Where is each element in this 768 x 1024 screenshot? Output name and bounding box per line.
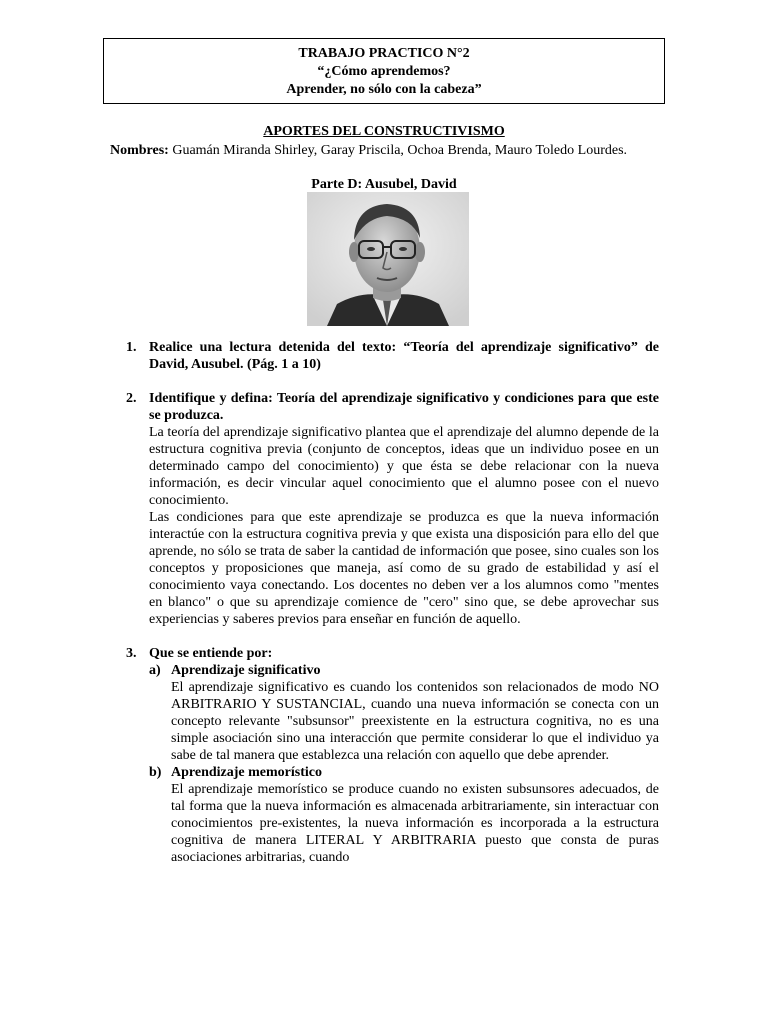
question-2-text: Identifique y defina: Teoría del aprendizaje significativo y condiciones para que este se produzca. [149,391,659,423]
title-box [103,38,665,104]
question-3-sub-b [149,764,659,866]
portrait-illustration [307,192,469,326]
names-label: Nombres: [110,143,169,158]
doc-subtitle-1: “¿Cómo aprendemos? [317,64,451,79]
question-3 [128,645,659,866]
question-3-sub-a [149,662,659,764]
names-value: Guamán Miranda Shirley, Garay Priscila, Ochoa Brenda, Mauro Toledo Lourdes. [172,143,628,158]
sub-a-text: El aprendizaje significativo es cuando los contenidos son relacionados de modo NO ARBITRARIO Y SUSTANCIAL, cuando una nueva información se conecta con un concepto relevante "subsunsor" preexistente en la estructura cognitiva, no es una simple asociación sino una interacción que permite considerar lo que el individuo ya sabe de tal manera que establezca una relación con aquello que debe aprender. [171,680,659,763]
sub-b-text: El aprendizaje memorístico se produce cuando no existen subsunsores adecuados, de tal forma que la nueva información es almacenada arbitrariamente, sin interactuar con conocimientos pre-existentes, la nueva información es incorporada a la estructura cognitiva de manera LITERAL Y ARBITRARIA puesto que consta de puras asociaciones arbitrarias, cuando [171,782,659,865]
sub-a-letter: a) [149,663,161,678]
ausubel-portrait [307,192,469,326]
question-2-number: 2. [126,391,137,406]
sub-a-title: Aprendizaje significativo [171,663,321,678]
question-2 [128,390,659,628]
question-3-number: 3. [126,646,137,661]
question-1 [128,339,659,373]
question-2-paragraph-1: La teoría del aprendizaje significativo plantea que el aprendizaje del alumno depende de la estructura cognitiva previa (conjunto de conceptos, ideas que un individuo posee en un determinado campo del conocimiento) y que ésta se debe relacionar con la nueva información, es decir vincular aquel conocimiento que el alumno posee con el nuevo conocimiento. [149,425,659,508]
question-1-text: Realice una lectura detenida del texto: “Teoría del aprendizaje significativo” de David, Ausubel. (Pág. 1 a 10) [149,340,659,372]
names-line [110,142,665,159]
question-1-number: 1. [126,340,137,355]
section-title: APORTES DEL CONSTRUCTIVISMO [263,124,505,139]
doc-subtitle-2: Aprender, no sólo con la cabeza” [286,82,482,97]
question-3-text: Que se entiende por: [149,646,273,661]
question-list [128,339,659,866]
sub-b-title: Aprendizaje memorístico [171,765,322,780]
part-title: Parte D: Ausubel, David [311,177,457,192]
sub-b-letter: b) [149,765,162,780]
doc-title: TRABAJO PRACTICO N°2 [298,46,470,61]
question-2-paragraph-2: Las condiciones para que este aprendizaje se produzca es que la nueva información interactúe con la estructura cognitiva previa y que exista una disposición para ello del que aprende, no sólo se trata de saber la cantidad de información que posee, sino cuales son los conceptos y proposiciones que maneja, así como de su grado de estabilidad y así el conocimiento vaya conectando. Los docentes no deben ver a los alumnos como "mentes en blanco" o que su aprendizaje comience de "cero" sino que, se debe aprovechar sus experiencias y saberes previos para enseñar en función de aquello. [149,510,659,627]
